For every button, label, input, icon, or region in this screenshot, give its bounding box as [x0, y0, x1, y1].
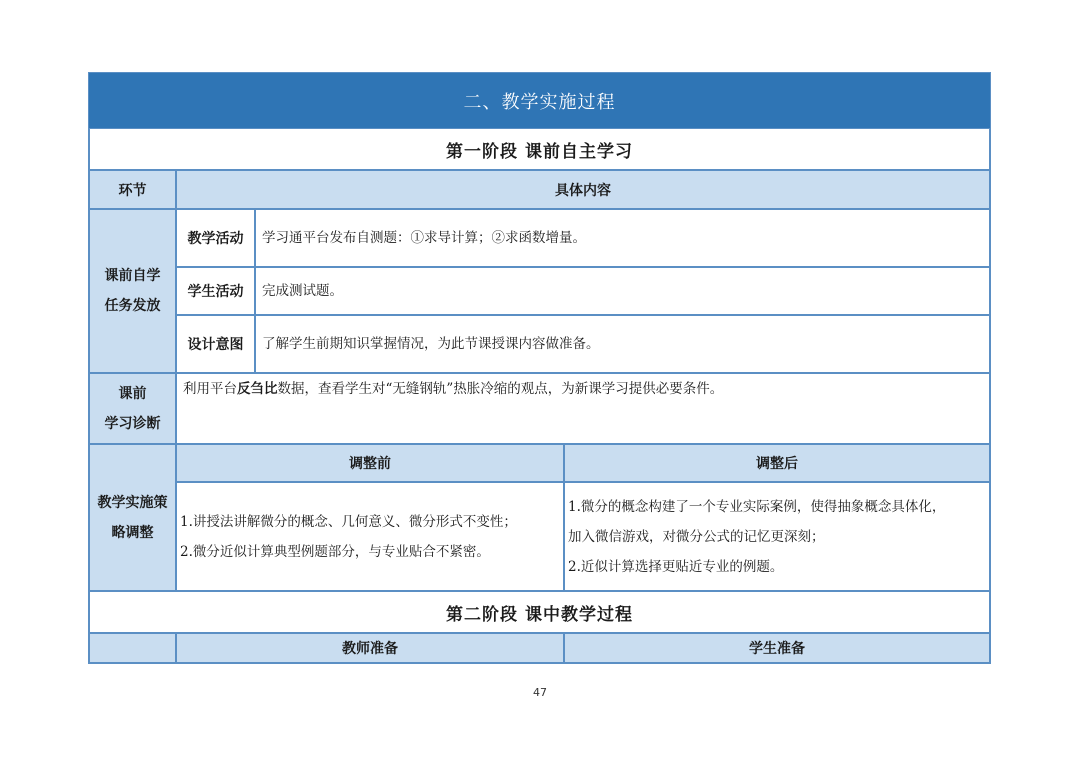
diagnosis-text-before: 利用平台: [183, 381, 237, 397]
diagnosis-text: [176, 373, 990, 444]
student-activity-label: 学生活动: [176, 267, 255, 315]
strategy-label: [89, 444, 176, 591]
after-adjust-content: [564, 482, 990, 591]
student-prep-header: 学生准备: [564, 633, 990, 663]
student-activity-text: 完成测试题。: [255, 267, 990, 315]
stage2-title: 第二阶段 课中教学过程: [89, 591, 990, 633]
after-adjust-header: 调整后: [564, 444, 990, 482]
preclass-task-label-line1: 课前自学: [104, 268, 161, 284]
stage1-title: 第一阶段 课前自主学习: [89, 128, 990, 170]
table-banner-title: 二、教学实施过程: [89, 73, 990, 128]
after-adjust-line1: 1.微分的概念构建了一个专业实际案例，使得抽象概念具体化，: [568, 498, 946, 515]
strategy-label-line2: 略调整: [111, 524, 154, 541]
teaching-activity-label: 教学活动: [176, 209, 255, 267]
before-adjust-header: 调整前: [176, 444, 564, 482]
diagnosis-text-bold: 反刍比: [237, 381, 278, 397]
strategy-label-line1: 教学实施策: [97, 494, 168, 511]
teaching-activity-text: 学习通平台发布自测题：①求导计算；②求函数增量。: [255, 209, 990, 267]
before-adjust-line2: 2.微分近似计算典型例题部分，与专业贴合不紧密。: [180, 543, 490, 560]
after-adjust-line3: 2.近似计算选择更贴近专业的例题。: [568, 558, 784, 575]
teacher-prep-header: 教师准备: [176, 633, 564, 663]
col-header-section: 环节: [89, 170, 176, 209]
design-intent-label: 设计意图: [176, 315, 255, 373]
preclass-task-label-line2: 任务发放: [104, 298, 161, 314]
before-adjust-line1: 1.讲授法讲解微分的概念、几何意义、微分形式不变性；: [180, 513, 517, 530]
before-adjust-content: [176, 482, 564, 591]
after-adjust-line2: 加入微信游戏，对微分公式的记忆更深刻；: [568, 528, 825, 545]
diagnosis-label: [89, 373, 176, 444]
page-number: 47: [533, 686, 547, 699]
prep-row-spacer: [89, 633, 176, 663]
design-intent-text: 了解学生前期知识掌握情况，为此节课授课内容做准备。: [255, 315, 990, 373]
preclass-task-label: [89, 209, 176, 373]
diagnosis-text-after: 数据，查看学生对“无缝钢轨”热胀冷缩的观点，为新课学习提供必要条件。: [277, 381, 724, 397]
col-header-content: 具体内容: [176, 170, 990, 209]
diagnosis-label-line1: 课前: [118, 385, 147, 402]
diagnosis-label-line2: 学习诊断: [104, 415, 161, 432]
teaching-process-table: [88, 72, 991, 664]
